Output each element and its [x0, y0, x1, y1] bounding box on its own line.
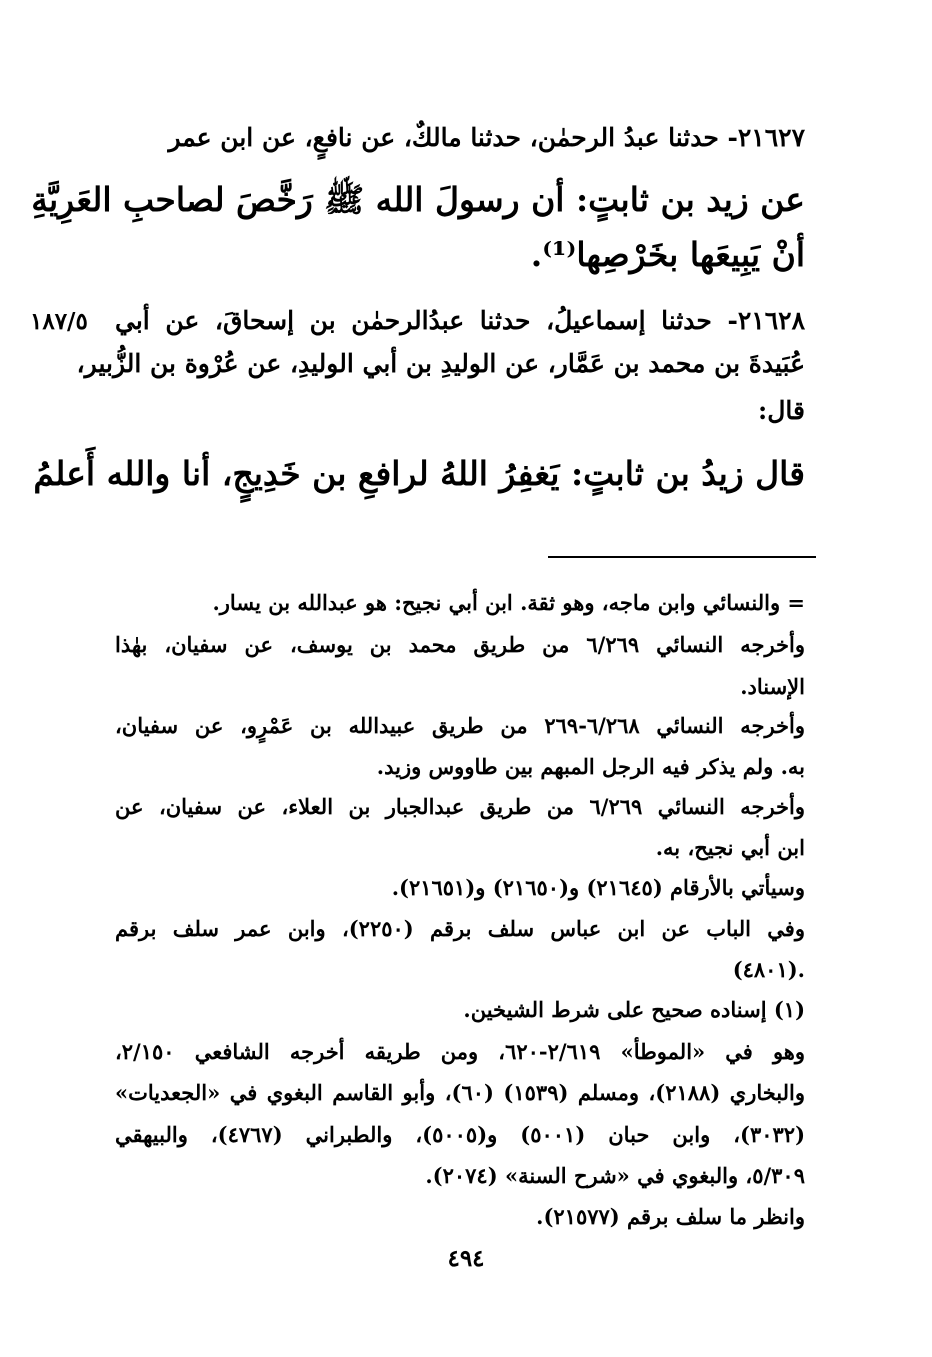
footnote-line: (٤٨٠١).: [732, 957, 805, 982]
footnote-line: = والنسائي وابن ماجه، وهو ثقة. ابن أبي نجيح: هو عبدالله بن يسار.: [212, 590, 805, 615]
footnote-line: وفي الباب عن ابن عباس سلف برقم (٢٢٥٠)، وابن عمر سلف برقم: [115, 916, 805, 941]
footnote-line: وسيأتي بالأرقام (٢١٦٤٥) و(٢١٦٥٠) و(٢١٦٥١).: [391, 875, 805, 900]
footnote-line: وأخرجه النسائي ٦/٢٦٩ من طريق عبدالجبار بن العلاء، عن سفيان، عن: [115, 794, 806, 819]
footnote-line: به. ولم يذكر فيه الرجل المبهم بين طاووس وزيد.: [376, 754, 805, 779]
footnote-1-line: وانظر ما سلف برقم (٢١٥٧٧).: [536, 1204, 805, 1229]
footnote-1-line: (٣٠٣٢)، وابن حبان (٥٠٠١) و(٥٠٠٥)، والطبراني (٤٧٦٧)، والبيهقي: [115, 1122, 805, 1147]
hadith-21627-isnad: ٢١٦٢٧- حدثنا عبدُ الرحمٰن، حدثنا مالكٌ، عن نافعٍ، عن ابن عمر: [168, 123, 805, 152]
footnote-line: وأخرجه النسائي ٦/٢٦٩ من طريق محمد بن يوسف، عن سفيان، بهٰذا: [115, 632, 805, 657]
footnote-1-line: وهو في «الموطأ» ٢/٦١٩-٦٢٠، ومن طريقه أخرجه الشافعي ٢/١٥٠،: [115, 1039, 806, 1064]
volume-page-reference: ١٨٧/٥: [30, 308, 88, 335]
footnote-line: ابن أبي نجيح، به.: [655, 835, 805, 860]
hadith-21628-isnad-line1: ٢١٦٢٨- حدثنا إسماعيلُ، حدثنا عبدُالرحمٰن بن إسحاقَ، عن أبي: [115, 306, 805, 335]
footnote-line: وأخرجه النسائي ٦/٢٦٨-٢٦٩ من طريق عبيدالله بن عَمْرٍو، عن سفيان،: [115, 713, 805, 738]
page-number: ٤٩٤: [447, 1245, 485, 1272]
footnote-1-line: (١) إسناده صحيح على شرط الشيخين.: [463, 997, 805, 1022]
footnote-1-line: والبخاري (٢١٨٨)، ومسلم (١٥٣٩) (٦٠)، وأبو القاسم البغوي في «الجعديات»: [115, 1080, 806, 1105]
hadith-21628-matn-line1: قال زيدُ بن ثابتٍ: يَغفِرُ اللهُ لرافعِ بن خَدِيجٍ، أنا والله أَعلمُ: [33, 454, 805, 493]
hadith-21627-matn-line1: عن زيد بن ثابتٍ: أن رسولَ الله ﷺ رَخَّصَ لصاحبِ العَرِيَّةِ: [31, 180, 805, 219]
hadith-21627-matn-line2: أنْ يَبِيعَها بخَرْصِها⁽¹⁾.: [530, 235, 805, 274]
footnote-separator: [548, 556, 816, 558]
hadith-21628-isnad-line2: عُبَيدةَ بن محمد بن عَمَّار، عن الوليدِ بن أبي الوليدِ، عن عُرْوة بن الزُّبير،: [76, 349, 805, 378]
hadith-21628-isnad-line3: قال:: [758, 396, 805, 425]
footnote-1-line: ٥/٣٠٩، والبغوي في «شرح السنة» (٢٠٧٤).: [425, 1163, 805, 1188]
footnote-line: الإسناد.: [740, 674, 805, 699]
